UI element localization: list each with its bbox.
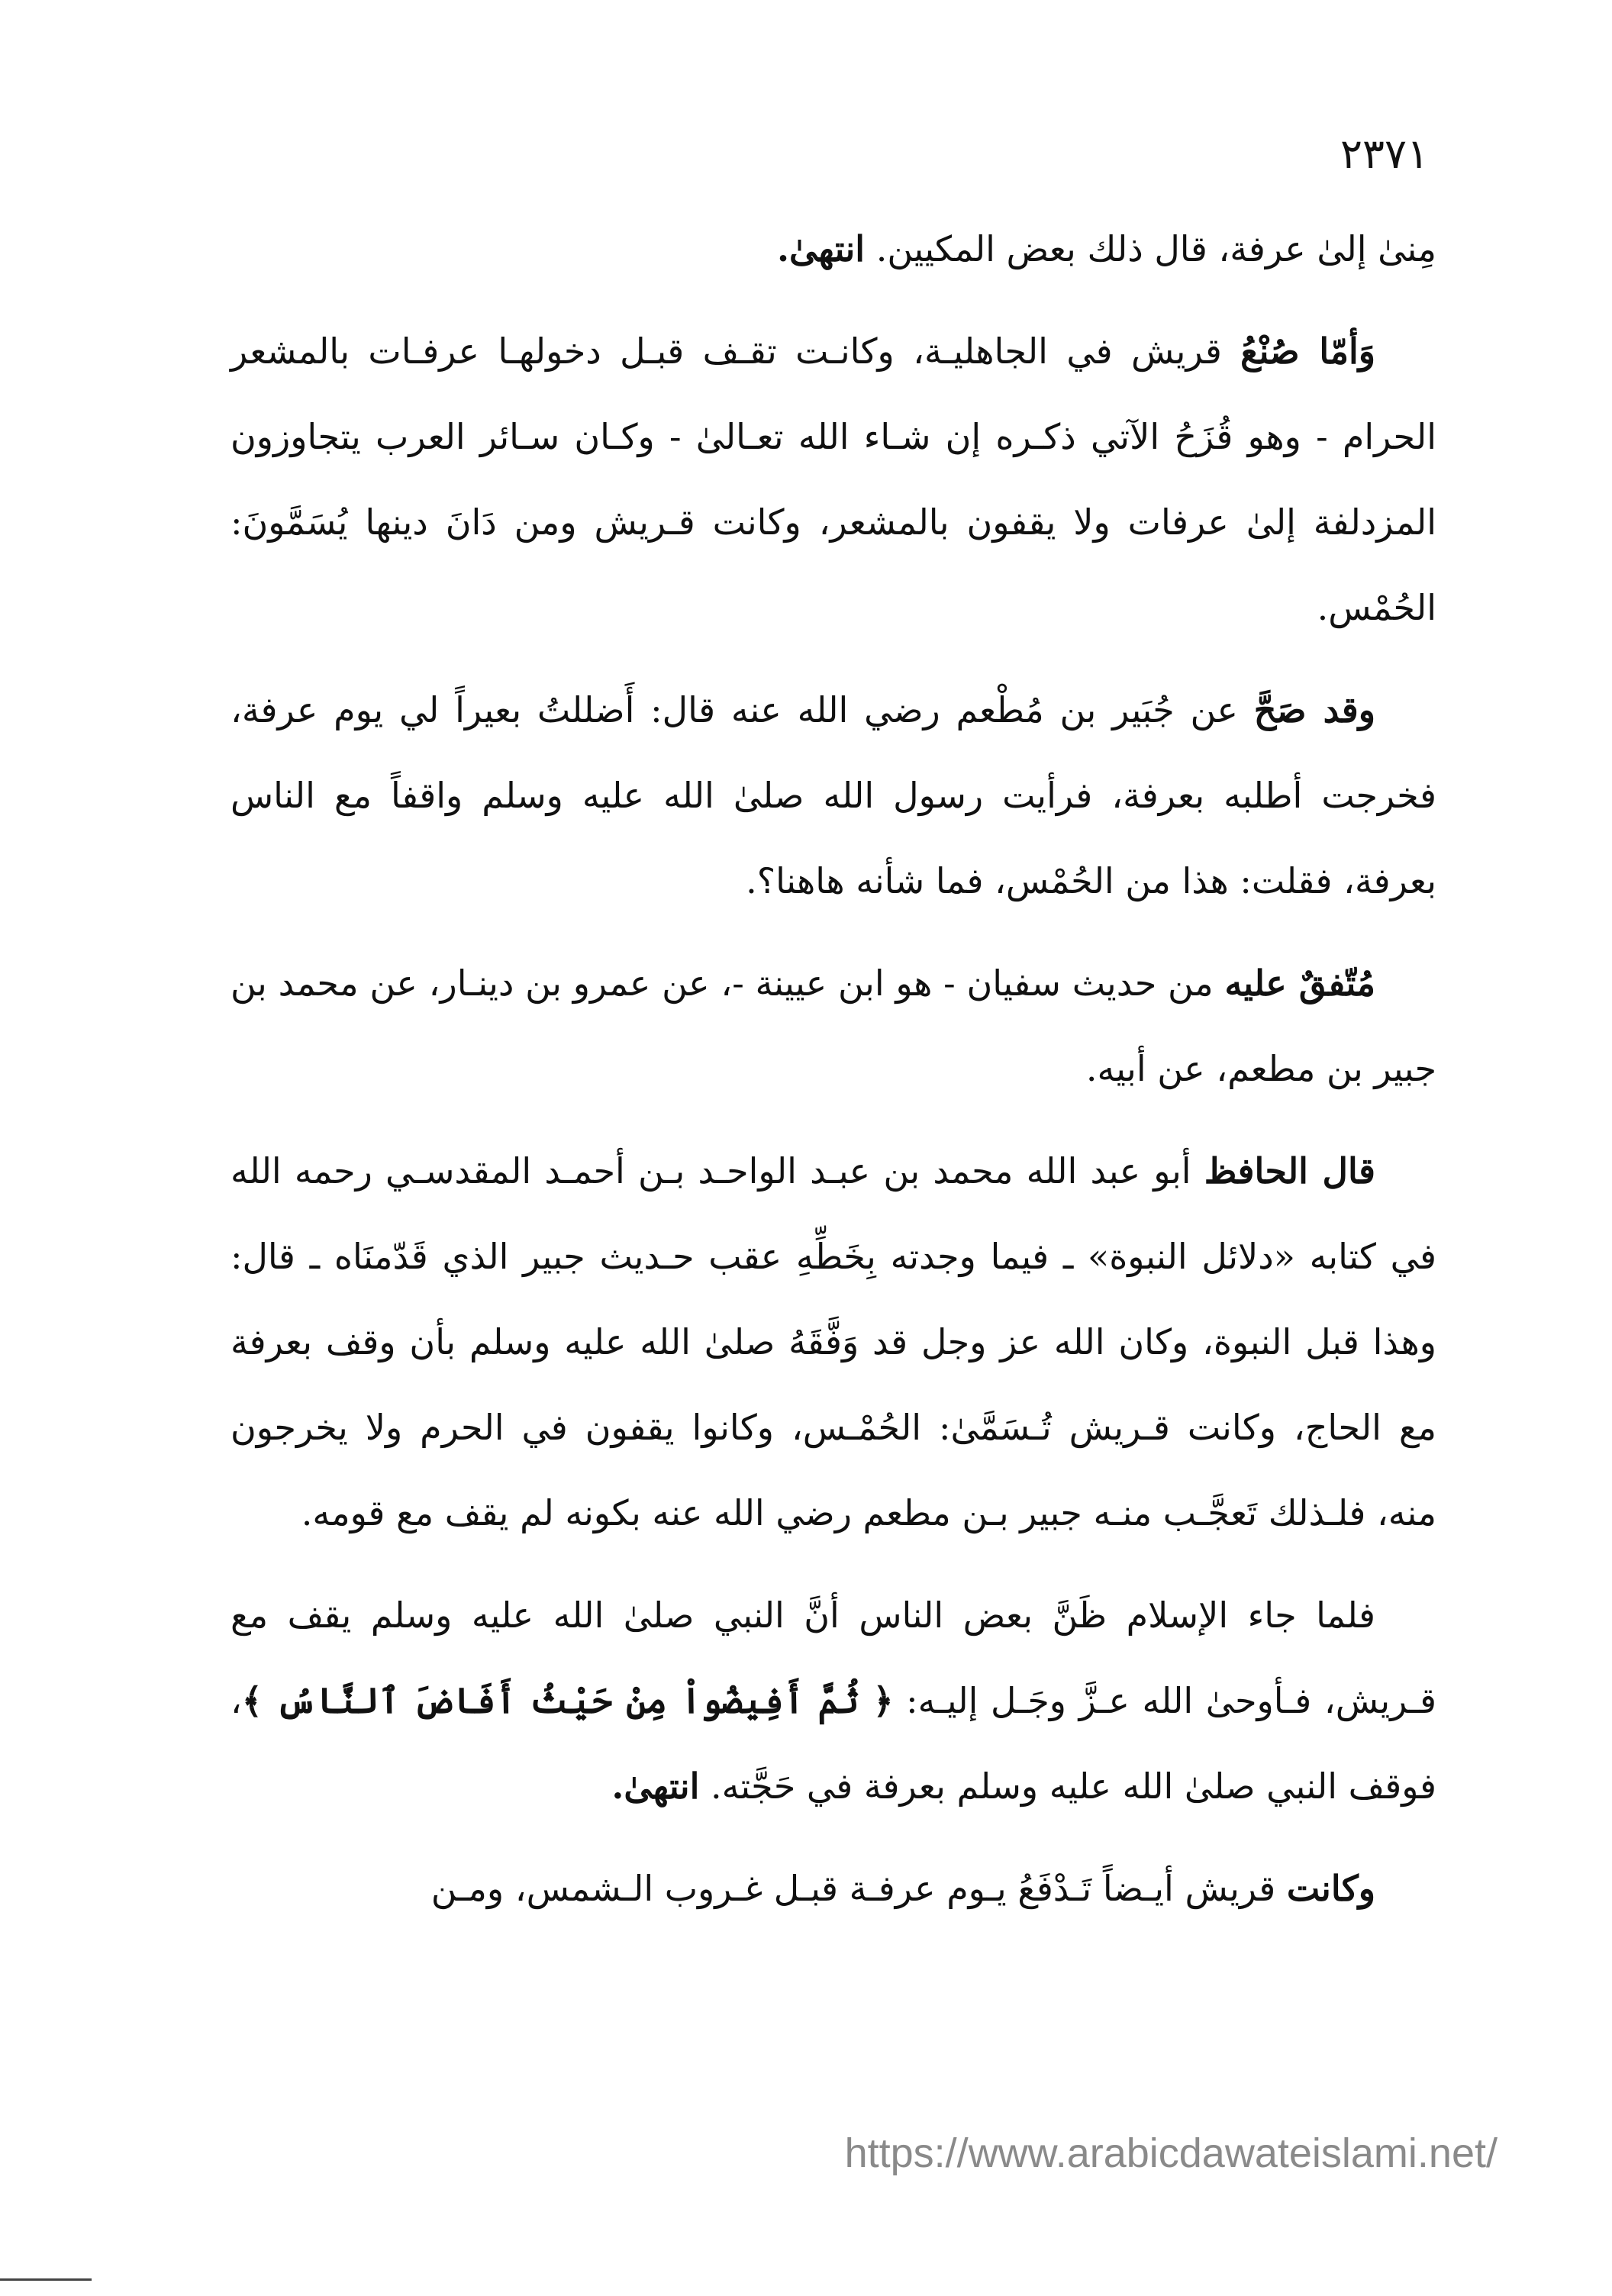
bold-phrase: مُتّفقٌ عليه (1224, 963, 1375, 1004)
text-segment: مِنىٰ إلىٰ عرفة، قال ذلك بعض المكيين. (865, 228, 1436, 269)
page-number: ٢٣٧١ (1340, 130, 1429, 178)
text-segment: عن جُبَير بن مُطْعم رضي الله عنه قال: أَضللتُ بعيراً لي يوم عرفة، فخرجت أطلبه بعرفة، فرأيت رسول الله صلىٰ الله عليه وسلم واقفاً مع الناس بعرفة، فقلت: هذا من الحُمْس، فما شأنه هاهنا؟. (231, 689, 1436, 901)
bold-phrase: انتهىٰ. (611, 1766, 700, 1807)
text-segment: أبو عبد الله محمد بن عبـد الواحـد بـن أحمـد المقدسـي رحمه الله في كتابه «دلائل النبوة» ـ فيما وجدته بِخَطِّهِ عقب حـديث جبير الذي قَدّمنَاه ـ قال: وهذا قبل النبوة، وكان الله عز وجل قد وَفَّقَهُ صلىٰ الله عليه وسلم بأن وقف بعرفة مع الحاج، وكانت قـريش تُـسَمَّىٰ: الحُمْـس، وكانوا يقفون في الحرم ولا يخرجون منه، فلـذلك تَعجَّـب منـه جبير بـن مطعم رضي الله عنه بكونه لم يقف مع قومه. (231, 1150, 1436, 1533)
paragraph-3 (231, 667, 1436, 924)
bold-phrase: وكانت (1286, 1868, 1375, 1909)
quran-verse: ﴿ ثُمَّ أَفِيضُواْ مِنْ حَيْثُ أَفَاضَ ٱلنَّاسُ ﴾ (241, 1680, 894, 1721)
paragraph-1 (231, 206, 1436, 292)
paragraph-4 (231, 940, 1436, 1111)
watermark-url: https://www.arabicdawateislami.net/ (844, 2130, 1498, 2176)
bold-phrase: انتهىٰ. (777, 228, 866, 269)
paragraph-2 (231, 308, 1436, 650)
paragraph-7 (231, 1846, 1436, 1931)
text-segment: من حديث سفيان - هو ابن عيينة -، عن عمرو بن دينـار، عن محمد بن جبير بن مطعم، عن أبيه. (231, 963, 1436, 1089)
text-segment: قريش أيـضاً تَـدْفَعُ يـوم عرفـة قبـل غـروب الـشمس، ومـن (430, 1868, 1287, 1909)
text-segment: ، فوقف النبي صلىٰ الله عليه وسلم بعرفة في حَجَّته. (231, 1680, 1436, 1807)
paragraph-5 (231, 1128, 1436, 1556)
text-segment: قريش في الجاهليـة، وكانـت تقـف قبـل دخولهـا عرفـات بالمشعر الحرام - وهو قُزَحُ الآتي ذكـره إن شـاء الله تعـالىٰ - وكـان سـائر العرب يتجاوزون المزدلفة إلىٰ عرفات ولا يقفون بالمشعر، وكانت قـريش ومن دَانَ دينها يُسَمَّونَ: الحُمْس. (231, 331, 1436, 628)
body-text (231, 206, 1436, 1948)
bold-phrase: وَأمّا صُنْعُ (1240, 331, 1375, 372)
paragraph-6 (231, 1572, 1436, 1829)
text-segment: فلما جاء الإسلام ظَنَّ بعض الناس أنَّ النبي صلىٰ الله عليه وسلم يقف مع قـريش، فـأوحىٰ الله عـزَّ وجَـل إليـه: (231, 1595, 1436, 1721)
bold-phrase: قال الحافظ (1204, 1150, 1375, 1192)
scan-edge-line (0, 2278, 92, 2281)
bold-phrase: وقد صَحَّ (1253, 689, 1375, 730)
